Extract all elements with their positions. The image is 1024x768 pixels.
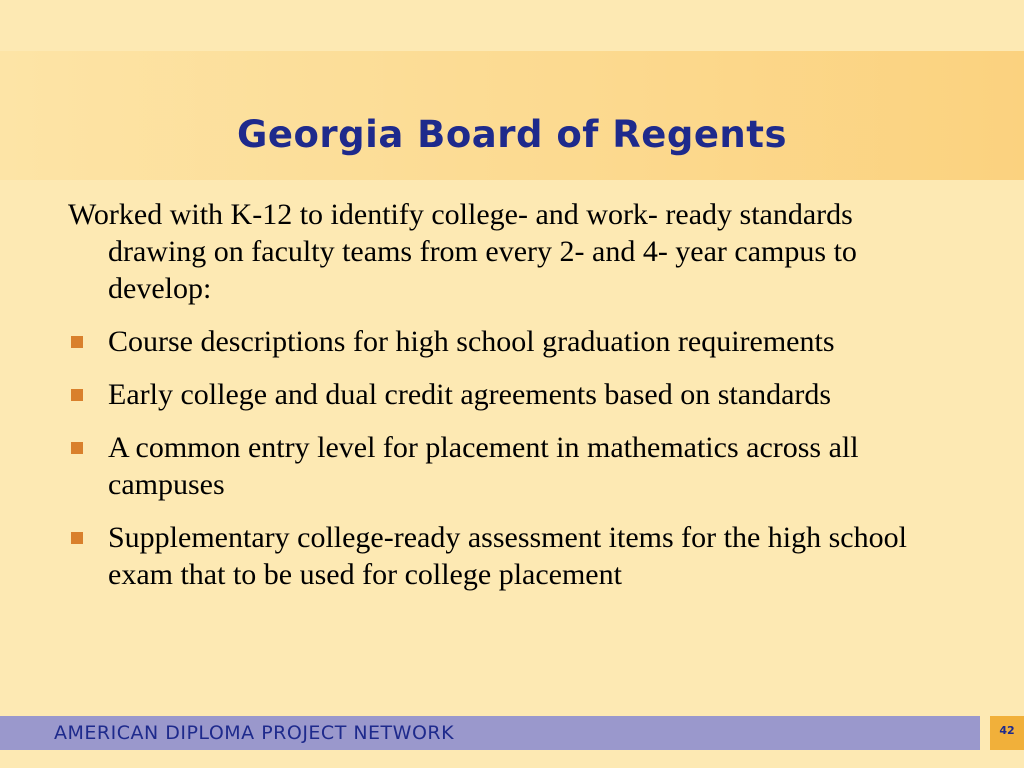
square-bullet-icon xyxy=(71,336,83,348)
list-item xyxy=(68,323,908,360)
list-item xyxy=(68,519,908,593)
list-item xyxy=(68,376,908,413)
square-bullet-icon xyxy=(71,442,83,454)
bullet-text: A common entry level for placement in mathematics across all campuses xyxy=(108,431,859,501)
square-bullet-icon xyxy=(71,532,83,544)
list-item xyxy=(68,429,908,503)
bullet-text: Early college and dual credit agreements based on standards xyxy=(108,378,832,411)
footer-organization: AMERICAN DIPLOMA PROJECT NETWORK xyxy=(54,722,455,744)
slide-title: Georgia Board of Regents xyxy=(237,113,787,156)
slide-body xyxy=(68,196,908,609)
bullet-text: Course descriptions for high school graduation requirements xyxy=(108,325,835,358)
bullet-list xyxy=(68,323,908,593)
intro-paragraph: Worked with K-12 to identify college- and work- ready standards drawing on faculty teams from every 2- and 4- year campus to develop: xyxy=(68,198,857,305)
square-bullet-icon xyxy=(71,389,83,401)
bullet-text: Supplementary college-ready assessment items for the high school exam that to be used for college placement xyxy=(108,521,907,591)
page-number: 42 xyxy=(999,724,1015,737)
